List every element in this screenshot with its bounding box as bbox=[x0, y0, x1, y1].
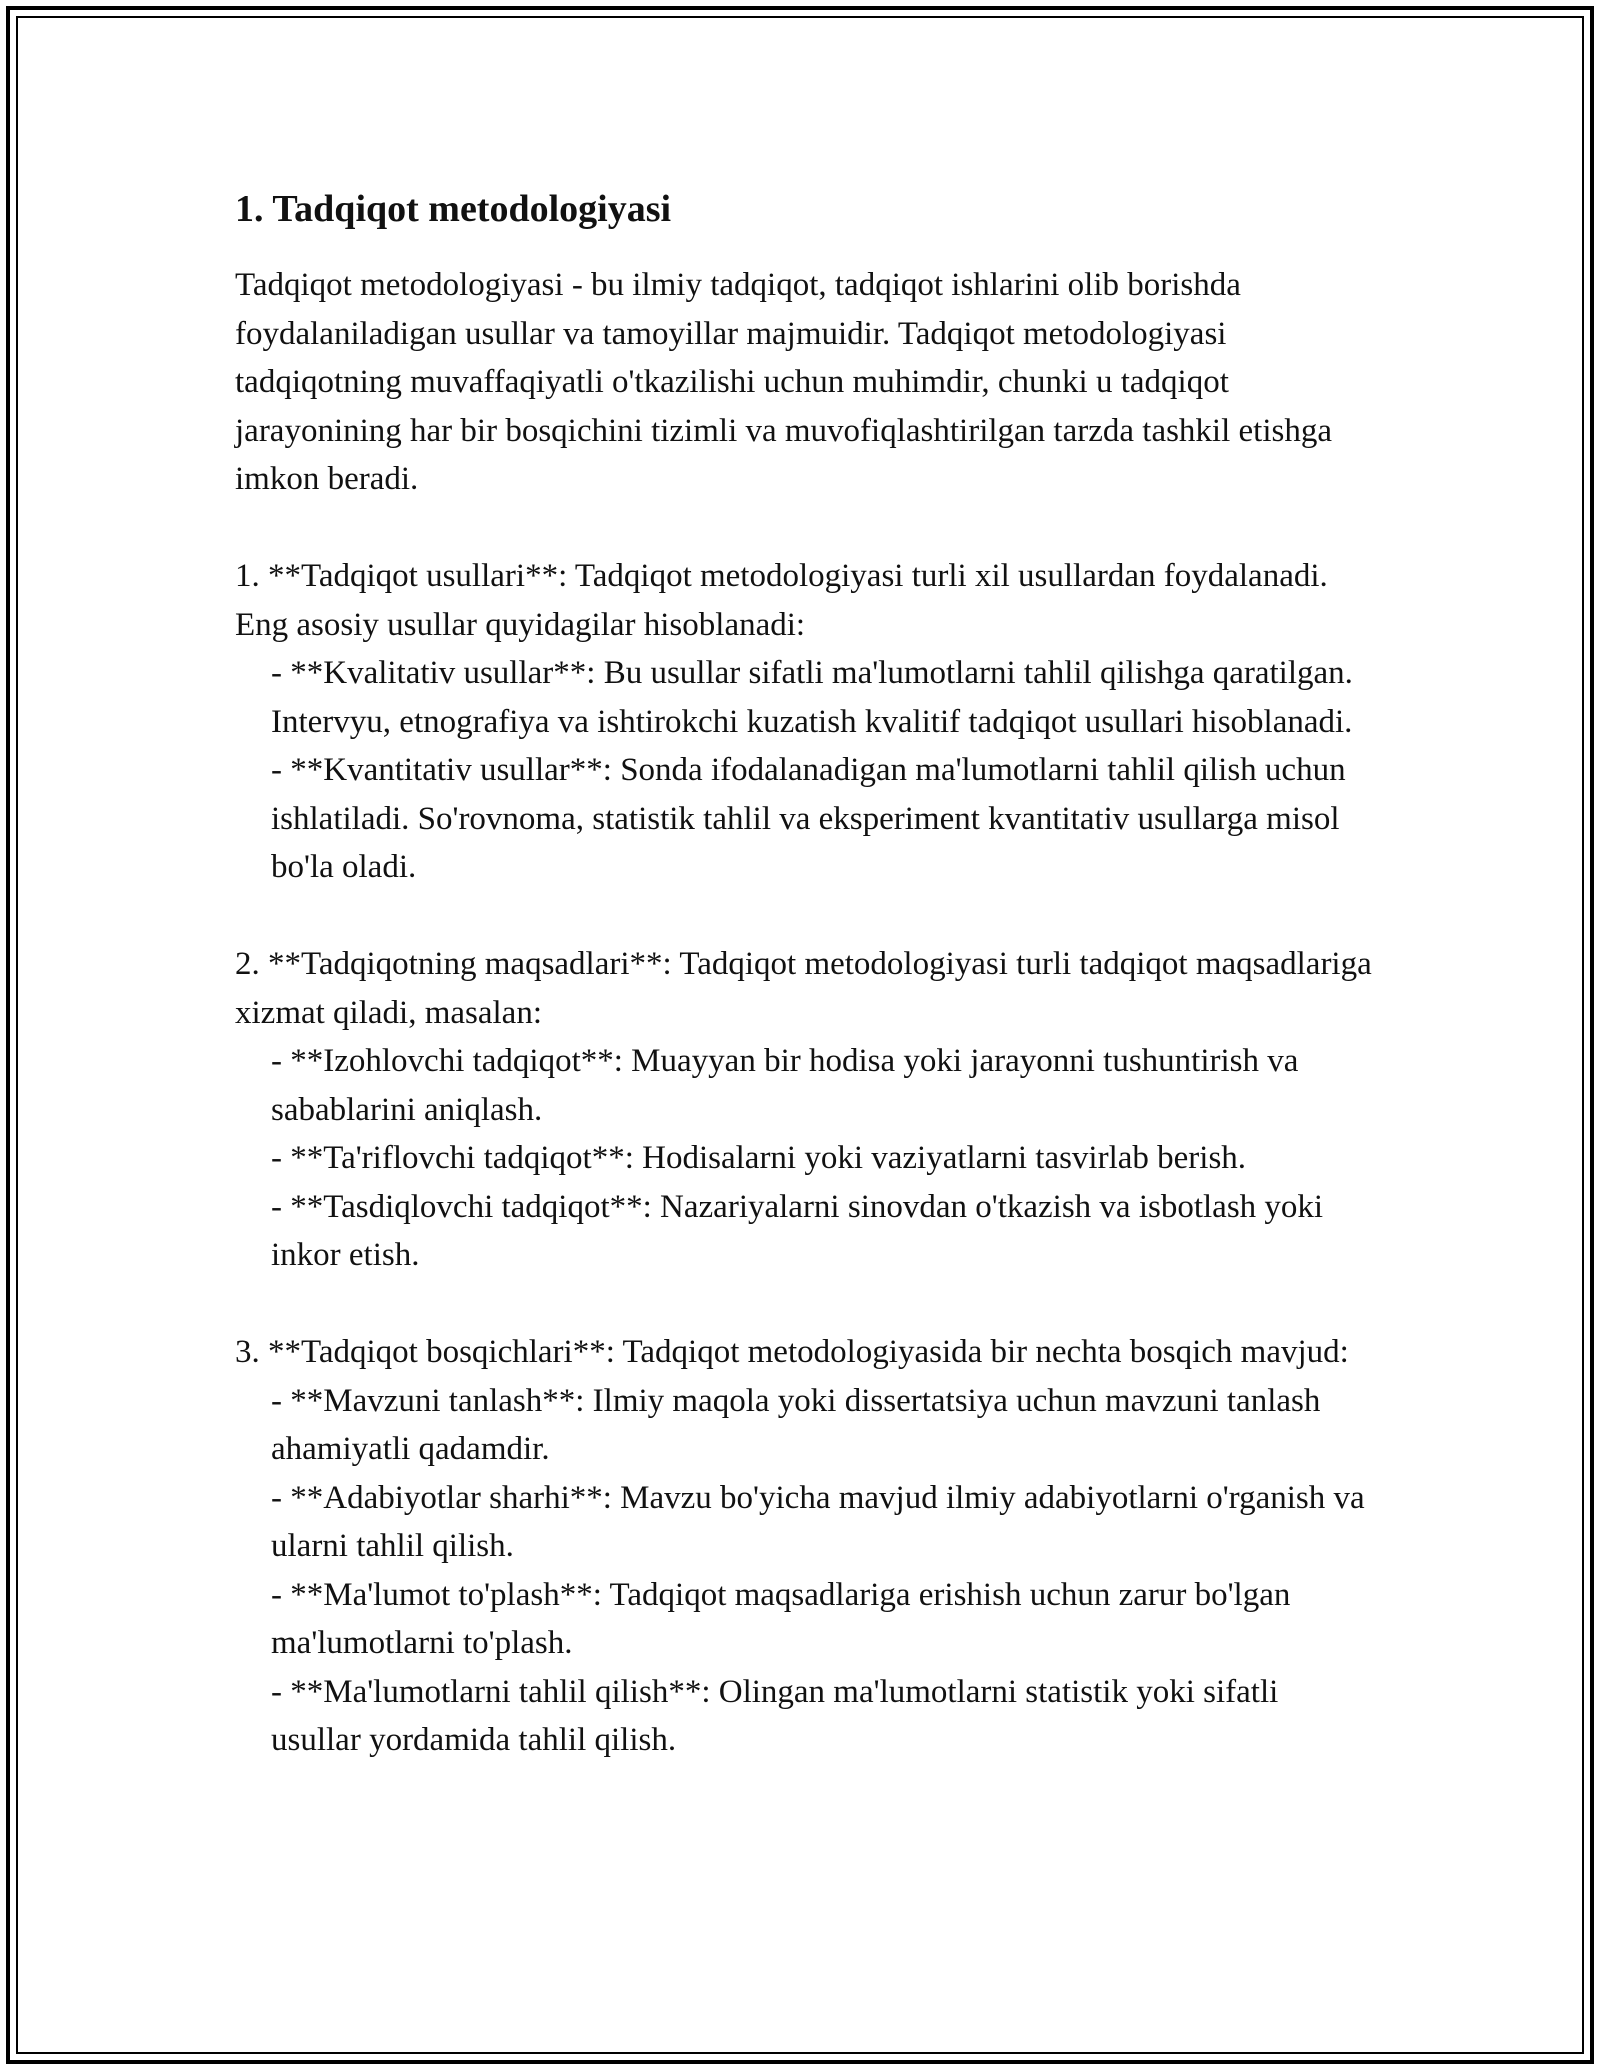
section-heading: 1. Tadqiqot metodologiyasi bbox=[235, 188, 672, 230]
section-1-title: 1. **Tadqiqot usullari**: Tadqiqot metodologiyasi turli xil usullardan foydalanadi. Eng asosiy usullar quyidagilar hisoblanadi: bbox=[235, 558, 1328, 643]
section-2-item-3: - **Tasdiqlovchi tadqiqot**: Nazariyalarni sinovdan o'tkazish va isbotlash yoki inkor etish. bbox=[271, 1188, 1324, 1273]
paragraph-gap bbox=[235, 1280, 1375, 1329]
section-1-item-2: - **Kvantitativ usullar**: Sonda ifodalanadigan ma'lumotlarni tahlil qilish uchun ishlatiladi. So'rovnoma, statistik tahlil va eksperiment kvantitativ usullarga misol bo'la oladi. bbox=[271, 752, 1346, 885]
section-3-title: 3. **Tadqiqot bosqichlari**: Tadqiqot metodologiyasida bir nechta bosqich mavjud: bbox=[235, 1334, 1349, 1370]
section-3-item-2: - **Adabiyotlar sharhi**: Mavzu bo'yicha mavjud ilmiy adabiyotlarni o'rganish va ularni tahlil qilish. bbox=[271, 1479, 1365, 1564]
document-body bbox=[235, 185, 1375, 1765]
section-2-item-1: - **Izohlovchi tadqiqot**: Muayyan bir hodisa yoki jarayonni tushuntirish va sabablarini aniqlash. bbox=[271, 1043, 1299, 1128]
section-2-item-2: - **Ta'riflovchi tadqiqot**: Hodisalarni yoki vaziyatlarni tasvirlab berish. bbox=[271, 1140, 1247, 1176]
section-2-title: 2. **Tadqiqotning maqsadlari**: Tadqiqot metodologiyasi turli tadqiqot maqsadlariga xizmat qiladi, masalan: bbox=[235, 946, 1372, 1031]
section-3-item-1: - **Mavzuni tanlash**: Ilmiy maqola yoki dissertatsiya uchun mavzuni tanlash ahamiyatli qadamdir. bbox=[271, 1382, 1321, 1467]
paragraph-gap bbox=[235, 504, 1375, 553]
section-1-item-1: - **Kvalitativ usullar**: Bu usullar sifatli ma'lumotlarni tahlil qilishga qaratilgan. Intervyu, etnografiya va ishtirokchi kuzatish kvalitif tadqiqot usullari hisoblanadi. bbox=[271, 655, 1353, 740]
section-3-item-4: - **Ma'lumotlarni tahlil qilish**: Olingan ma'lumotlarni statistik yoki sifatli usullar yordamida tahlil qilish. bbox=[271, 1673, 1279, 1758]
intro-paragraph: Tadqiqot metodologiyasi - bu ilmiy tadqiqot, tadqiqot ishlarini olib borishda foydalaniladigan usullar va tamoyillar majmuidir. Tadqiqot metodologiyasi tadqiqotning muvaffaqiyatli o'tkazilishi uchun muhimdir, chunki u tadqiqot jarayonining har bir bosqichini tizimli va muvofiqlashtirilgan tarzda tashkil etishga imkon beradi. bbox=[235, 267, 1332, 497]
paragraph-gap bbox=[235, 892, 1375, 941]
section-3-item-3: - **Ma'lumot to'plash**: Tadqiqot maqsadlariga erishish uchun zarur bo'lgan ma'lumotlarni to'plash. bbox=[271, 1576, 1291, 1661]
